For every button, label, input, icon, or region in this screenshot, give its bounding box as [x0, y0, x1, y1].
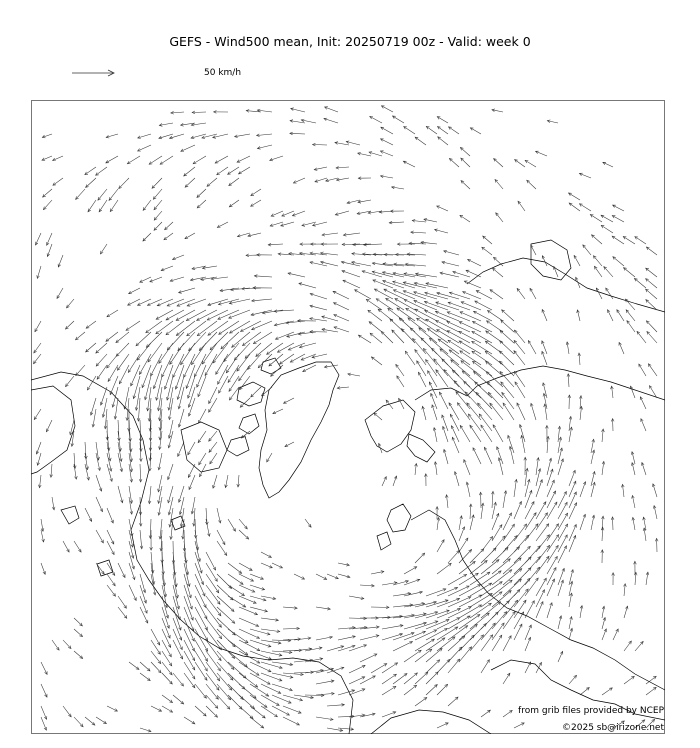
credit-line-2: ©2025 sb@irizone.net [562, 723, 664, 733]
reference-arrow-icon [70, 66, 120, 80]
reference-arrow-label: 50 km/h [204, 68, 242, 78]
credit-line-1: from grib files provided by NCEP [518, 706, 664, 716]
chart-title: GEFS - Wind500 mean, Init: 20250719 00z - Valid: week 0 [169, 34, 531, 49]
wind-map [31, 100, 665, 734]
